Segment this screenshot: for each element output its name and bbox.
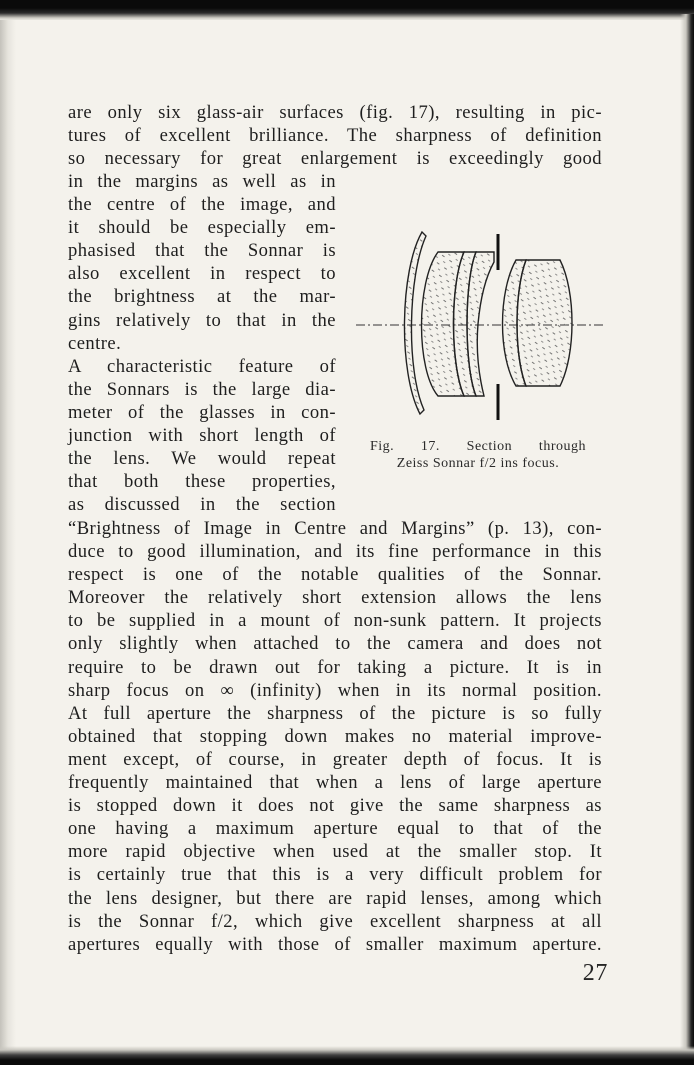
text-line: “Brightness of Image in Centre and Margins” (p. 13), con-: [68, 518, 602, 539]
text-line: in the margins as well as in: [68, 171, 336, 192]
caption-line: Fig. 17. Section through: [370, 439, 586, 454]
text-line: the lens. We would repeat: [68, 448, 336, 470]
central-group-rear-element: [467, 252, 494, 396]
text-line: At full aperture the sharpness of the picture is so fully: [68, 702, 602, 724]
intro-paragraph: [68, 101, 602, 170]
text-line: also excellent in respect to: [68, 263, 336, 285]
text-line: Moreover the relatively short extension allows the lens: [68, 587, 602, 609]
wrapped-column: [68, 170, 336, 516]
text-line: so necessary for great enlargement is exceedingly good: [68, 148, 602, 170]
text-line: require to be drawn out for taking a picture. It is in: [68, 656, 602, 678]
scan-edge-top: [0, 0, 694, 20]
text-line: centre.: [68, 332, 122, 354]
text-line: meter of the glasses in con-: [68, 401, 336, 423]
text-line: is certainly true that this is a very difficult problem for: [68, 864, 602, 886]
caption-line: Zeiss Sonnar f/2 ins focus.: [396, 456, 560, 471]
text-line: sharp focus on ∞ (infinity) when in its normal position.: [68, 679, 602, 701]
text-line: to be supplied in a mount of non-sunk pattern. It projects: [68, 610, 602, 632]
text-line: junction with short length of: [68, 425, 336, 447]
text-line: obtained that stopping down makes no material improve-: [68, 725, 602, 747]
text-line: the Sonnars is the large dia-: [68, 378, 336, 400]
text-line: more rapid objective when used at the smaller stop. It: [68, 841, 602, 863]
text-line: the brightness at the mar-: [68, 286, 336, 308]
page-number: 27: [582, 960, 608, 986]
text-line: is the Sonnar f/2, which give excellent sharpness at all: [68, 910, 602, 932]
text-line: are only six glass-air surfaces (fig. 17), resulting in pic-: [68, 102, 602, 123]
text-line: respect is one of the notable qualities of the Sonnar.: [68, 564, 602, 586]
text-line: one having a maximum aperture equal to that of the: [68, 818, 602, 840]
scan-edge-left: [0, 20, 16, 1050]
lens-section-figure: [354, 224, 606, 424]
main-paragraph: [68, 517, 602, 956]
text-line: it should be especially em-: [68, 217, 336, 239]
text-line: the lens designer, but there are rapid lenses, among which: [68, 887, 602, 909]
text-line: that both these properties,: [68, 471, 336, 493]
text-line: phasised that the Sonnar is: [68, 240, 336, 262]
text-line: as discussed in the section: [68, 494, 336, 516]
text-line: is stopped down it does not give the same sharpness as: [68, 795, 602, 817]
text-line: tures of excellent brilliance. The sharpness of definition: [68, 125, 602, 147]
text-line: only slightly when attached to the camera and does not: [68, 633, 602, 655]
text-line: A characteristic feature of: [68, 355, 336, 377]
rear-group-rear-element: [517, 260, 572, 386]
text-line: ment except, of course, in greater depth of focus. It is: [68, 748, 602, 770]
text-line: apertures equally with those of smaller maximum aperture.: [68, 933, 602, 955]
scan-edge-right: [680, 14, 694, 1050]
text-line: the centre of the image, and: [68, 194, 336, 216]
scan-edge-bottom: [0, 1046, 694, 1065]
text-line: duce to good illumination, and its fine performance in this: [68, 541, 602, 563]
text-line: gins relatively to that in the: [68, 309, 336, 331]
figure-caption: [370, 438, 586, 472]
text-line: frequently maintained that when a lens of large aperture: [68, 772, 602, 794]
